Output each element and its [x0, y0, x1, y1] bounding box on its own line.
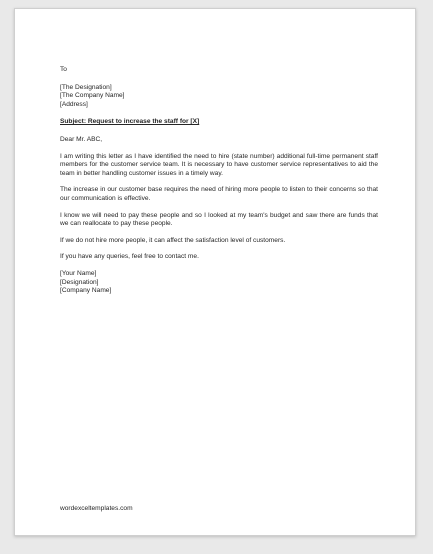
signature-block	[60, 270, 378, 296]
footer-site: wordexceltemplates.com	[60, 505, 133, 512]
signature-name: [Your Name]	[60, 269, 97, 277]
recipient-designation: [The Designation]	[60, 83, 112, 91]
letter-page	[14, 8, 416, 536]
subject-line: Subject: Request to increase the staff for [X]	[60, 118, 200, 126]
paragraph-3: I know we will need to pay these people and so I looked at my team's budget and saw there are funds that we can reallocate to pay these people.	[60, 211, 378, 228]
letter-body	[60, 66, 378, 296]
recipient-address: [Address]	[60, 100, 88, 108]
to-label: To	[60, 66, 67, 73]
paragraph-2: The increase in our customer base requires the need of hiring more people to listen to their concerns so that our communication is effective.	[60, 186, 378, 202]
recipient-company: [The Company Name]	[60, 92, 125, 100]
signature-designation: [Designation]	[60, 278, 99, 286]
paragraph-1: I am writing this letter as I have identified the need to hire (state number) additional full-time permanent staff members for the customer service team. It is necessary to have customer service representatives to aid the team in better handling customer issues in a timely way.	[60, 152, 378, 177]
signature-company: [Company Name]	[60, 287, 112, 295]
recipient-block	[60, 84, 378, 110]
salutation: Dear Mr. ABC,	[60, 135, 103, 143]
paragraph-4: If we do not hire more people, it can affect the satisfaction level of customers.	[60, 236, 286, 244]
paragraph-5: If you have any queries, feel free to contact me.	[60, 253, 199, 261]
